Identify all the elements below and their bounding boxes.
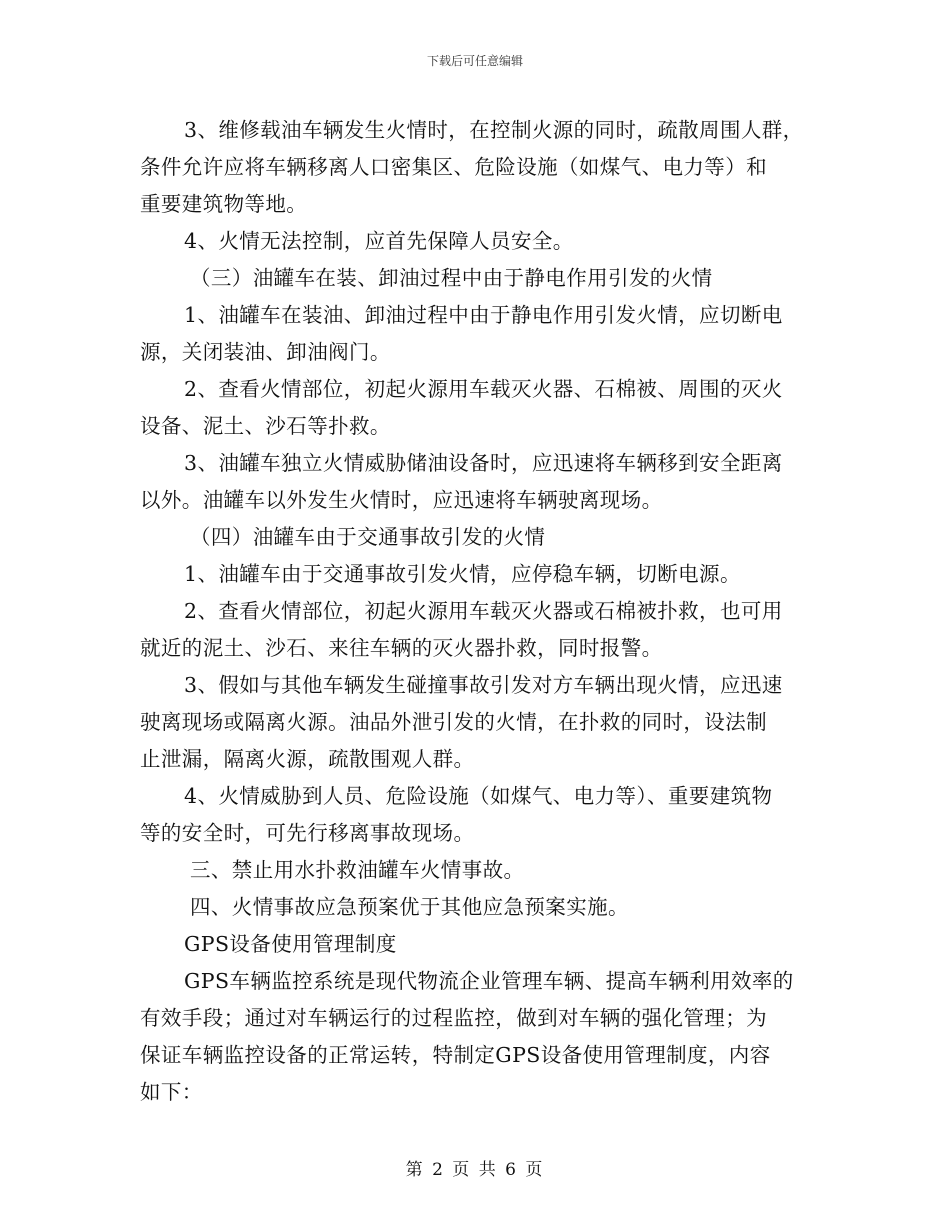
section-heading: （三）油罐车在装、卸油过程中由于静电作用引发的火情	[190, 266, 713, 290]
paragraph-line: 4、火情无法控制，应首先保障人员安全。	[184, 229, 574, 253]
section-heading: （四）油罐车由于交通事故引发的火情	[190, 525, 546, 549]
paragraph-line: 1、油罐车在装油、卸油过程中由于静电作用引发火情，应切断电	[184, 303, 783, 327]
paragraph-line: 2、查看火情部位，初起火源用车载灭火器、石棉被、周围的灭火	[184, 377, 783, 401]
paragraph-line: 设备、泥土、沙石等扑救。	[140, 414, 391, 438]
paragraph-line: 源，关闭装油、卸油阀门。	[140, 340, 391, 364]
paragraph-line: 有效手段；通过对车辆运行的过程监控，做到对车辆的强化管理；为	[140, 1006, 767, 1030]
document-body	[140, 112, 820, 1111]
paragraph-line: 如下：	[140, 1080, 203, 1104]
paragraph-line: 以外。油罐车以外发生火情时，应迅速将车辆驶离现场。	[140, 488, 663, 512]
paragraph-line: 4、火情威胁到人员、危险设施（如煤气、电力等）、重要建筑物	[184, 784, 773, 808]
paragraph-line: 等的安全时，可先行移离事故现场。	[140, 821, 475, 845]
paragraph-line: 1、油罐车由于交通事故引发火情，应停稳车辆，切断电源。	[184, 562, 741, 586]
page-header: 下载后可任意编辑	[426, 54, 523, 68]
document-title: GPS设备使用管理制度	[184, 932, 397, 956]
page-number-footer: 第 2 页 共 6 页	[405, 1160, 545, 1180]
paragraph-line: 就近的泥土、沙石、来往车辆的灭火器扑救，同时报警。	[140, 636, 663, 660]
paragraph-line: 重要建筑物等地。	[140, 192, 308, 216]
paragraph-line: 条件允许应将车辆移离人口密集区、危险设施（如煤气、电力等）和	[140, 155, 767, 179]
paragraph-line: 驶离现场或隔离火源。油品外泄引发的火情，在扑救的同时，设法制	[140, 710, 767, 734]
paragraph-line: 3、假如与其他车辆发生碰撞事故引发对方车辆出现火情，应迅速	[184, 673, 783, 697]
section-heading: 四、火情事故应急预案优于其他应急预案实施。	[190, 895, 629, 919]
paragraph-line: GPS车辆监控系统是现代物流企业管理车辆、提高车辆利用效率的	[184, 969, 794, 993]
paragraph-line: 止泄漏，隔离火源，疏散围观人群。	[140, 747, 475, 771]
paragraph-line: 3、维修载油车辆发生火情时，在控制火源的同时，疏散周围人群，	[184, 118, 804, 142]
paragraph-line: 保证车辆监控设备的正常运转，特制定GPS设备使用管理制度，内容	[140, 1043, 771, 1067]
paragraph-line: 3、油罐车独立火情威胁储油设备时，应迅速将车辆移到安全距离	[184, 451, 783, 475]
section-heading: 三、禁止用水扑救油罐车火情事故。	[190, 858, 525, 882]
paragraph-line: 2、查看火情部位，初起火源用车载灭火器或石棉被扑救，也可用	[184, 599, 783, 623]
